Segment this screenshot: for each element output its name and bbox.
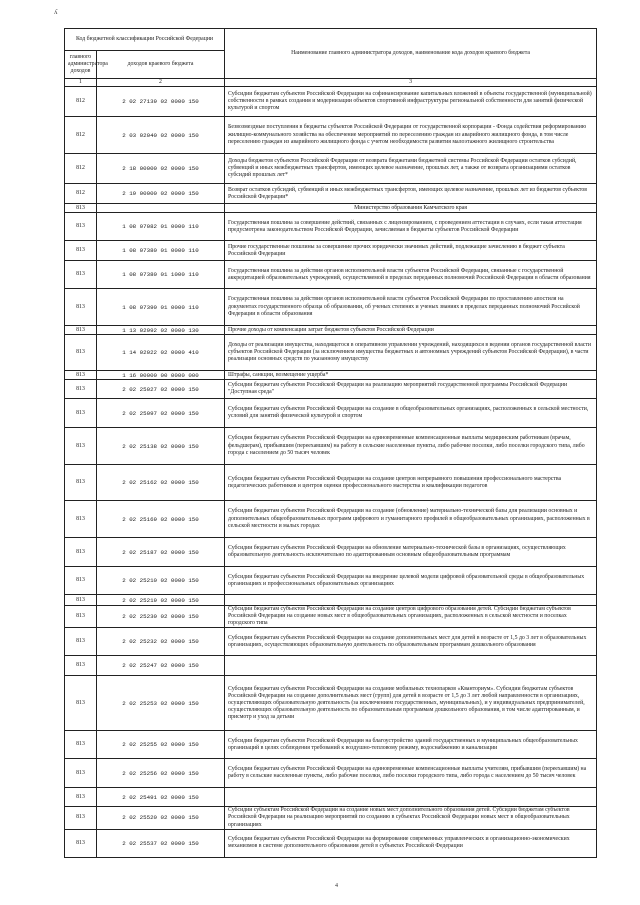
- revenue-code-cell: 2 02 25520 02 0000 150: [97, 807, 225, 829]
- table-row: [65, 628, 597, 656]
- revenue-name-cell: Субсидии бюджетам субъектов Российской Федерации на создание центров цифрового образования детей. Субсидии бюджетам субъектов Российской Федерации на создание новых мест в общеобразовательных организациях, расположенных в сельской местности и поселках городского типа: [225, 606, 597, 628]
- revenue-name-cell: Прочие государственные пошлины за совершение прочих юридически значимых действий, подлежащие зачислению в бюджет субъекта Российской Федерации: [225, 241, 597, 261]
- admin-code-cell: 813: [65, 289, 97, 326]
- page-number: 4: [335, 883, 338, 889]
- revenue-name-cell: [225, 656, 597, 676]
- table-row: [65, 829, 597, 857]
- admin-code-cell: 813: [65, 241, 97, 261]
- table-row: [65, 380, 597, 399]
- admin-code-cell: 813: [65, 371, 97, 380]
- revenue-name-cell: Прочие доходы от компенсации затрат бюджетов субъектов Российской Федерации: [225, 326, 597, 335]
- table-row: [65, 371, 597, 380]
- revenue-code-cell: 2 02 25219 02 0000 150: [97, 595, 225, 606]
- admin-code-cell: 812: [65, 154, 97, 184]
- table-row: [65, 399, 597, 428]
- revenue-code-cell: 2 02 25230 02 0000 150: [97, 606, 225, 628]
- revenue-name-cell: Субсидии бюджетам субъектов Российской Федерации на создание (обновление) материально-технической базы для реализации основных и дополнительных общеобразовательных программ цифрового и гуманитарного профилей в общеобразовательных организациях, расположенных в сельской местности и малых городах: [225, 501, 597, 538]
- revenue-code-cell: 1 08 07380 01 1000 110: [97, 261, 225, 289]
- revenue-name-cell: Субсидии бюджетам субъектов Российской Федерации на внедрение целевой модели цифровой образовательной среды в общеобразовательных организациях и профессиональных образовательных организациях: [225, 567, 597, 595]
- revenue-name-cell: Государственная пошлина за действия органов исполнительной власти субъектов Российской Федерации по проставлению апостиля на документах государственного образца об образовании, об ученых степенях и ученых званиях в пределах переданных полномочий Российской Федерации в области образования: [225, 289, 597, 326]
- table-row: [65, 788, 597, 807]
- revenue-code-cell: [97, 204, 225, 213]
- column-number: 1: [65, 79, 97, 87]
- admin-code-cell: 813: [65, 501, 97, 538]
- table-row: [65, 656, 597, 676]
- admin-code-cell: 812: [65, 117, 97, 154]
- table-row: [65, 241, 597, 261]
- revenue-name-cell: Субсидии бюджетам субъектов Российской Федерации на создание центров непрерывного повышения профессионального мастерства педагогических работников и центров оценки профессионального мастерства и квалификации педагогов: [225, 465, 597, 501]
- revenue-name-cell: Министерство образования Камчатского края: [225, 204, 597, 213]
- admin-code-cell: 813: [65, 606, 97, 628]
- revenue-code-cell: 2 02 25138 02 0000 150: [97, 428, 225, 465]
- admin-code-cell: 813: [65, 788, 97, 807]
- revenue-code-cell: 2 02 25162 02 0000 150: [97, 465, 225, 501]
- table-row: [65, 335, 597, 371]
- revenue-code-cell: 2 02 25232 02 0000 150: [97, 628, 225, 656]
- revenue-code-cell: 2 02 25255 02 0000 150: [97, 731, 225, 759]
- admin-code-cell: 813: [65, 595, 97, 606]
- revenue-code-cell: 2 02 25187 02 0000 150: [97, 538, 225, 567]
- admin-code-cell: 813: [65, 807, 97, 829]
- corner-mark: ʎ: [54, 8, 58, 16]
- admin-code-cell: 813: [65, 731, 97, 759]
- revenue-name-cell: Доходы бюджетов субъектов Российской Федерации от возврата бюджетами бюджетной системы Российской Федерации остатков субсидий, субвенций и иных межбюджетных трансфертов, имеющих целевое назначение, прошлых лет, а также от возврата организациями остатков субсидий прошлых лет*: [225, 154, 597, 184]
- revenue-code-cell: 1 13 02992 02 0000 130: [97, 326, 225, 335]
- revenue-code-cell: 2 02 27139 02 0000 150: [97, 87, 225, 117]
- revenue-code-cell: 2 19 00000 02 0000 150: [97, 184, 225, 204]
- admin-code-cell: 813: [65, 538, 97, 567]
- admin-code-cell: 813: [65, 829, 97, 857]
- table-row: [65, 731, 597, 759]
- revenue-code-cell: 1 08 07390 01 0000 110: [97, 289, 225, 326]
- table-row: [65, 538, 597, 567]
- table-row: [65, 595, 597, 606]
- revenue-name-cell: Возврат остатков субсидий, субвенций и иных межбюджетных трансфертов, имеющих целевое назначение, прошлых лет из бюджетов субъектов Российской Федерации*: [225, 184, 597, 204]
- revenue-code-cell: 2 02 25491 02 0000 150: [97, 788, 225, 807]
- admin-code-cell: 813: [65, 628, 97, 656]
- revenue-name-cell: Субсидии бюджетам субъектов Российской Федерации на создание дополнительных мест для детей в возрасте от 1,5 до 3 лет в образовательных организациях, осуществляющих образовательную деятельность по образовательным программам дошкольного образования: [225, 628, 597, 656]
- table-row: [65, 465, 597, 501]
- admin-code-cell: 813: [65, 567, 97, 595]
- revenue-name-cell: Доходы от реализации имущества, находящегося в оперативном управлении учреждений, находящихся в ведении органов государственной власти субъектов Российской Федерации (за исключением имущества бюджетных и автономных учреждений субъектов Российской Федерации), в части реализации основных средств по указанному имуществу: [225, 335, 597, 371]
- column-number: 3: [225, 79, 597, 87]
- revenue-name-cell: [225, 788, 597, 807]
- budget-classification-table: [64, 28, 597, 858]
- table-row: [65, 567, 597, 595]
- admin-code-cell: 813: [65, 380, 97, 399]
- table-row: [65, 289, 597, 326]
- table-row: [65, 117, 597, 154]
- revenue-name-cell: Штрафы, санкции, возмещение ущерба*: [225, 371, 597, 380]
- table-row: [65, 326, 597, 335]
- revenue-code-cell: 2 02 25253 02 0000 150: [97, 676, 225, 731]
- table-row: [65, 213, 597, 241]
- table-row: [65, 759, 597, 788]
- revenue-code-cell: 2 02 25210 02 0000 150: [97, 567, 225, 595]
- revenue-name-cell: Субсидии бюджетам субъектов Российской Федерации на создание в общеобразовательных организациях, расположенных в сельской местности, условий для занятий физической культурой и спортом: [225, 399, 597, 428]
- revenue-code-cell: 2 02 25256 02 0000 150: [97, 759, 225, 788]
- table-row: [65, 501, 597, 538]
- admin-code-cell: 813: [65, 213, 97, 241]
- revenue-name-cell: Субсидии бюджетам субъектов Российской Федерации на формирование современных управленческих и организационно-экономических механизмов в системе дополнительного образования детей в субъектах Российской Федерации: [225, 829, 597, 857]
- revenue-code-cell: 2 03 02040 02 0000 150: [97, 117, 225, 154]
- admin-code-cell: 813: [65, 759, 97, 788]
- admin-code-cell: 813: [65, 261, 97, 289]
- admin-code-cell: 813: [65, 656, 97, 676]
- admin-code-cell: 813: [65, 204, 97, 213]
- revenue-code-cell: 2 02 25097 02 0000 150: [97, 399, 225, 428]
- revenue-name-cell: Государственная пошлина за действия органов исполнительной власти субъектов Российской Федерации, связанные с государственной аккредитацией образовательных учреждений, осуществляемой в пределах переданных полномочий Российской Федерации в области образования: [225, 261, 597, 289]
- revenue-code-cell: 2 02 25169 02 0000 150: [97, 501, 225, 538]
- revenue-name-cell: Субсидии бюджетам субъектов Российской Федерации на софинансирование капитальных вложений в объекты государственной (муниципальной) собственности в рамках создания и модернизации объектов спортивной инфраструктуры региональной собственности для занятий физической культурой и спортом: [225, 87, 597, 117]
- header-group: Код бюджетной классификации Российской Федерации: [65, 29, 225, 51]
- revenue-code-cell: 2 02 25537 02 0000 150: [97, 829, 225, 857]
- table-row: [65, 154, 597, 184]
- admin-code-cell: 813: [65, 335, 97, 371]
- admin-code-cell: 813: [65, 465, 97, 501]
- header-admin-column: главного администратора доходов: [65, 51, 97, 79]
- revenue-code-cell: 1 08 07082 01 0000 110: [97, 213, 225, 241]
- revenue-code-cell: 2 02 25247 02 0000 150: [97, 656, 225, 676]
- revenue-code-cell: 1 16 00000 00 0000 000: [97, 371, 225, 380]
- revenue-code-cell: 1 08 07380 01 0000 110: [97, 241, 225, 261]
- admin-code-cell: 813: [65, 428, 97, 465]
- revenue-code-cell: 2 02 25027 02 0000 150: [97, 380, 225, 399]
- table-row: [65, 606, 597, 628]
- revenue-name-cell: Субсидии бюджетам субъектов Российской Федерации на единовременные компенсационные выплаты медицинским работникам (врачам, фельдшерам), прибывшим (переехавшим) на работу в сельские населенные пункты, либо рабочие поселки, либо поселки городского типа, либо города с населением до 50 тысяч человек: [225, 428, 597, 465]
- section-row: [65, 204, 597, 213]
- admin-code-cell: 812: [65, 87, 97, 117]
- revenue-code-cell: 1 14 02022 02 0000 410: [97, 335, 225, 371]
- revenue-name-cell: Субсидии бюджетам субъектов Российской Федерации на создание мобильных технопарков «Кванториум». Субсидии бюджетам субъектов Российской Федерации на создание дополнительных мест (групп) для детей в возрасте от 1,5 до 3 лет любой направленности в организациях, осуществляющих образовательную деятельность (за исключением государственных, муниципальных), и у индивидуальных предпринимателей, осуществляющих образовательную деятельность по образовательным программам дошкольного образования, в том числе адаптированным, и присмотр и уход за детьми: [225, 676, 597, 731]
- revenue-name-cell: Субсидии бюджетам субъектов Российской Федерации на обновление материально-технической базы в организациях, осуществляющих образовательную деятельность исключительно по адаптированным основным общеобразовательным программам: [225, 538, 597, 567]
- revenue-name-cell: [225, 595, 597, 606]
- revenue-name-cell: Субсидии бюджетам субъектов Российской Федерации на реализацию мероприятий государственной программы Российской Федерации "Доступная среда": [225, 380, 597, 399]
- admin-code-cell: 812: [65, 184, 97, 204]
- table-row: [65, 261, 597, 289]
- table-row: [65, 676, 597, 731]
- table-row: [65, 184, 597, 204]
- table-row: [65, 428, 597, 465]
- column-number: 2: [97, 79, 225, 87]
- table-row: [65, 87, 597, 117]
- admin-code-cell: 813: [65, 399, 97, 428]
- admin-code-cell: 813: [65, 676, 97, 731]
- revenue-name-cell: Безвозмездные поступления в бюджеты субъектов Российской Федерации от государственной корпорации - Фонда содействия реформированию жилищно-коммунального хозяйства на обеспечение мероприятий по переселению граждан из аварийного жилищного фонда, в том числе переселению граждан из аварийного жилищного фонда с учетом необходимости развития малоэтажного жилищного строительства: [225, 117, 597, 154]
- header-name-column: Наименование главного администратора доходов, наименование кода доходов краевого бюджета: [225, 29, 597, 79]
- table-row: [65, 807, 597, 829]
- revenue-name-cell: Субсидии бюджетам субъектов Российской Федерации на благоустройство зданий государственных и муниципальных общеобразовательных организаций в целях соблюдения требований к воздушно-тепловому режиму, водоснабжению и канализации: [225, 731, 597, 759]
- revenue-name-cell: Субсидии бюджетам субъектов Российской Федерации на единовременные компенсационные выплаты учителям, прибывшим (переехавшим) на работу в сельские населенные пункты, либо рабочие поселки, либо поселки городского типа, либо города с населением до 50 тысяч человек: [225, 759, 597, 788]
- admin-code-cell: 813: [65, 326, 97, 335]
- revenue-name-cell: Государственная пошлина за совершение действий, связанных с лицензированием, с проведением аттестации в случаях, если такая аттестация предусмотрена законодательством Российской Федерации, зачисляемая в бюджеты субъектов Российской Федерации: [225, 213, 597, 241]
- revenue-code-cell: 2 18 00000 02 0000 150: [97, 154, 225, 184]
- header-code-column: доходов краевого бюджета: [97, 51, 225, 79]
- revenue-name-cell: Субсидии субъектам Российской Федерации на создание новых мест дополнительного образования детей. Субсидии бюджетам субъектов Российской Федерации на реализацию мероприятий по созданию в субъектах Российской Федерации новых мест в общеобразовательных организациях: [225, 807, 597, 829]
